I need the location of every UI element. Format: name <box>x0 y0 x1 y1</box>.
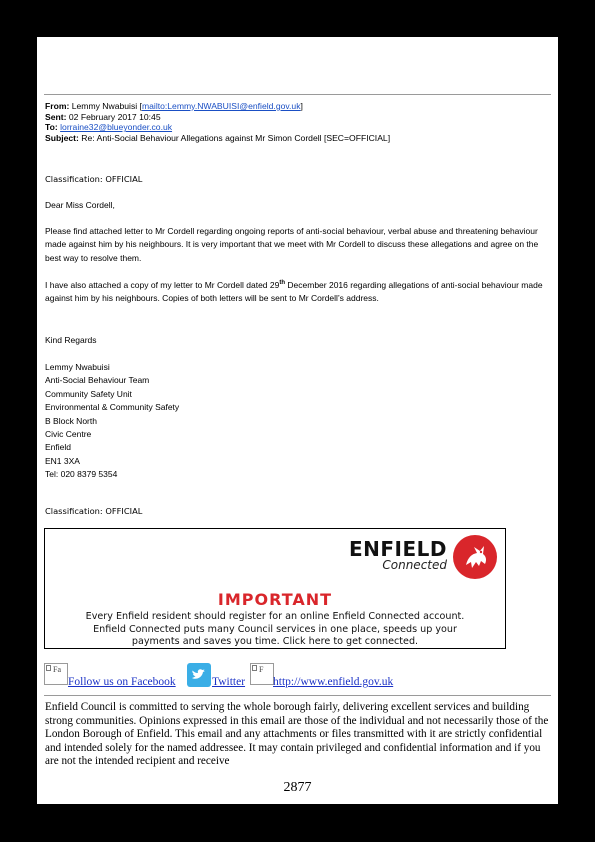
footer-divider <box>44 695 551 696</box>
legal-disclaimer: Enfield Council is committed to serving the whole borough fairly, delivering excellent services and building strong communities. Opinions expressed in this email are those of the individual and not necessarily those of the London Borough of Enfield. This email and any attachments or files transmitted with it are strictly confidential and intended solely for the named addressee. It may contain privileged and confidential information and if you are not the intended recipient and receive <box>45 701 549 768</box>
banner-line-2: Enfield Connected puts many Council services in one place, speeds up your <box>93 624 457 635</box>
from-line: From: Lemmy Nwabuisi [mailto:Lemmy.NWABUISI@enfield.gov.uk] <box>45 101 303 111</box>
to-line: To: lorraine32@blueyonder.co.uk <box>45 122 173 133</box>
greeting: Dear Miss Cordell, <box>45 200 115 210</box>
paragraph-1: Please find attached letter to Mr Cordell regarding ongoing reports of anti-social behaviour, verbal abuse and threatening behaviour made against him by his neighbours. It is very important that we meet with Mr Cordell to discuss these allegations and agree on the best way to resolve them. <box>45 226 539 263</box>
facebook-link[interactable]: Follow us on Facebook <box>68 676 176 688</box>
signature-block <box>45 361 179 482</box>
page-number: 2877 <box>283 780 312 795</box>
sent-line: Sent: 02 February 2017 10:45 <box>45 111 161 122</box>
signature-line: EN1 3XA <box>45 455 80 466</box>
document-page <box>37 37 558 804</box>
signature-line: Lemmy Nwabuisi <box>45 362 110 372</box>
top-divider <box>44 94 551 95</box>
sign-off: Kind Regards <box>45 335 97 345</box>
important-heading: IMPORTANT <box>217 590 333 609</box>
signature-line: Anti-Social Behaviour Team <box>45 375 150 386</box>
twitter-link[interactable]: Twitter <box>212 676 246 688</box>
brand-wordmark: ENFIELD Connected <box>348 537 447 572</box>
facebook-broken-image-icon[interactable]: Fa <box>44 663 68 685</box>
subject-line: Subject: Re: Anti-Social Behaviour Allegations against Mr Simon Cordell [SEC=OFFICIAL] <box>45 132 391 143</box>
signature-line: Environmental & Community Safety <box>45 402 180 413</box>
email-header <box>45 101 390 143</box>
signature-line: B Block North <box>45 415 97 426</box>
paragraph-2: I have also attached a copy of my letter to Mr Cordell dated 29th December 2016 regarding allegations of anti-social behaviour made against him by his neighbours. Copies of both letters will be sent to Mr Cordell’s address. <box>45 280 543 304</box>
classification-top: Classification: OFFICIAL <box>45 174 143 184</box>
banner-line-1: Every Enfield resident should register for an online Enfield Connected account. <box>85 611 465 622</box>
classification-bottom: Classification: OFFICIAL <box>45 506 143 516</box>
twitter-bird-icon[interactable] <box>187 663 211 687</box>
website-broken-image-icon[interactable]: F <box>250 663 274 685</box>
signature-line: Civic Centre <box>45 429 92 440</box>
from-email-link[interactable]: mailto:Lemmy.NWABUISI@enfield.gov.uk <box>141 101 301 111</box>
to-email-link[interactable]: lorraine32@blueyonder.co.uk <box>60 122 173 133</box>
enfield-connected-banner[interactable] <box>44 528 506 649</box>
enfield-dragon-logo-icon <box>453 535 497 579</box>
banner-line-3: payments and saves you time. Click here to get connected. <box>131 636 419 647</box>
signature-line: Enfield <box>45 442 71 453</box>
website-link[interactable]: http://www.enfield.gov.uk <box>273 676 394 688</box>
signature-line: Tel: 020 8379 5354 <box>45 469 118 480</box>
signature-line: Community Safety Unit <box>45 388 132 399</box>
